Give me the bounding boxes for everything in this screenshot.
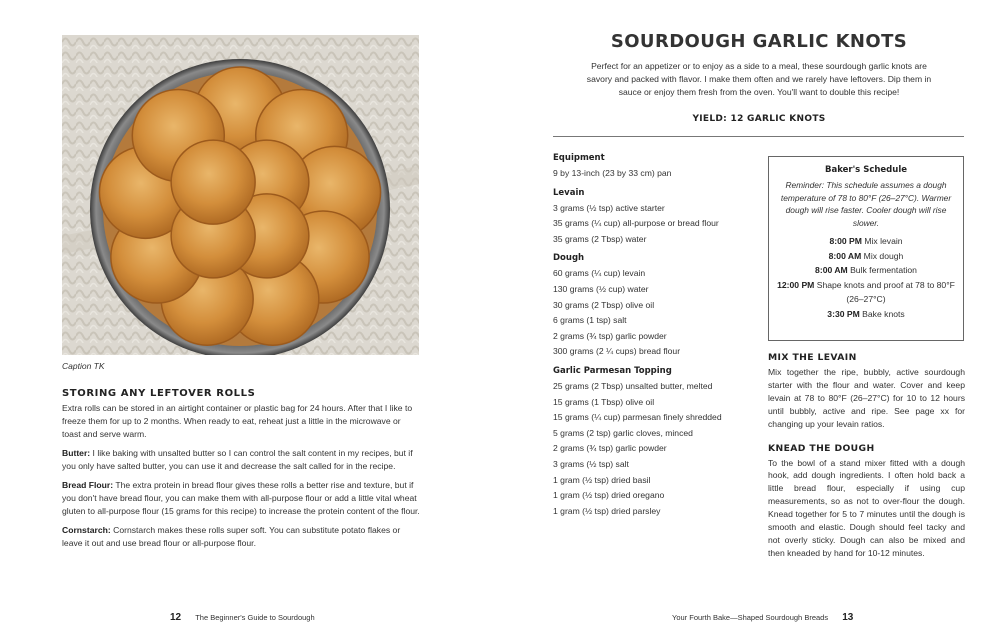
ingredient-item: 3 grams (½ tsp) salt <box>553 458 629 469</box>
step-heading: KNEAD THE DOUGH <box>768 442 875 454</box>
roll-shape <box>171 140 255 224</box>
ingredient-group-heading: Levain <box>553 187 585 198</box>
schedule-time: 3:30 PM <box>827 308 860 319</box>
note-butter <box>62 447 420 473</box>
ingredient-item: 3 grams (½ tsp) active starter <box>553 202 665 213</box>
ingredient-item: 15 grams (¼ cup) parmesan finely shredded <box>553 412 722 423</box>
schedule-title: Baker's Schedule <box>824 165 907 175</box>
schedule-row <box>777 249 955 264</box>
schedule-time: 12:00 PM <box>777 279 815 290</box>
schedule-row <box>777 263 955 278</box>
schedule-note: Reminder: This schedule assumes a dough temperature of 78 to 80°F (26–27°C). Warmer dough will rise faster. Cooler dough will rise slower. <box>780 180 952 228</box>
schedule-task: Shape knots and proof at 78 to 80°F (26–27°C) <box>814 279 955 304</box>
schedule-row <box>777 307 955 322</box>
ingredient-item: 1 gram (½ tsp) dried parsley <box>553 505 661 516</box>
step-text: Mix together the ripe, bubbly, active sourdough starter with the flour and water. Cover and keep levain at 78 to 80°F (26–27°C) for 10 to 12 hours until bubbly, active and ripe. See page xx for changing up your levain ratios. <box>768 367 965 429</box>
right-footer <box>672 612 853 623</box>
ingredient-group-heading: Equipment <box>553 153 605 163</box>
schedule-time: 8:00 PM <box>829 236 862 246</box>
left-text-column <box>62 388 420 556</box>
page-number-left: 12 <box>170 612 182 623</box>
note-term: Bread Flour: <box>62 480 114 490</box>
schedule-rows <box>777 234 955 321</box>
schedule-time: 8:00 AM <box>828 250 862 261</box>
schedule-task: Bake knots <box>859 308 905 319</box>
ingredient-group-heading: Garlic Parmesan Topping <box>553 365 672 376</box>
note-cornstarch <box>62 524 420 550</box>
note-text: I like baking with unsalted butter so I can control the salt content in my recipes, but if you only have salted butter, you can use it and decrease the salt called for in the recipe. <box>62 448 413 471</box>
step-text: To the bowl of a stand mixer fitted with a dough hook, add dough ingredients. I often hold back a little bread flour, especially if using cup measurements, so as not to over-flour the dough. Knead together for 5 to 7 minutes until the dough is smooth and elastic. Dough should feel tacky and not overly sticky. Dough can also be mixed and then kneaded by hand for 10-12 minutes. <box>768 457 965 558</box>
divider <box>553 136 964 137</box>
ingredients-list <box>553 152 758 524</box>
ingredient-item: 5 grams (2 tsp) garlic cloves, minced <box>553 427 693 438</box>
ingredient-group <box>553 365 758 519</box>
ingredient-item: 35 grams (2 Tbsp) water <box>553 233 647 244</box>
step-heading: MIX THE LEVAIN <box>768 352 857 363</box>
ingredient-item: 130 grams (½ cup) water <box>553 283 649 294</box>
schedule-row <box>777 234 955 249</box>
note-term: Butter: <box>62 448 91 458</box>
note-bread-flour <box>62 479 420 518</box>
schedule-time: 8:00 AM <box>815 265 848 275</box>
storing-paragraph: Extra rolls can be stored in an airtight container or plastic bag for 24 hours. After that I like to freeze them for up to 2 months. When ready to eat, reheat just a little in the microwave or toast and serve warm. <box>62 403 413 439</box>
left-footer <box>170 612 315 623</box>
note-text: The extra protein in bread flour gives these rolls a better rise and texture, but if you don't have bread flour, you can make them with all-purpose flour or add a little vital wheat gluten to all-purpose flour (15 grams for this recipe) to increase the protein content of the flour. <box>62 480 420 516</box>
running-title-right: Your Fourth Bake—Shaped Sourdough Breads <box>672 613 829 622</box>
schedule-task: Mix dough <box>861 250 904 261</box>
ingredient-item: 60 grams (¼ cup) levain <box>553 268 646 279</box>
ingredient-item: 9 by 13-inch (23 by 33 cm) pan <box>553 168 672 178</box>
ingredient-group <box>553 187 758 248</box>
ingredient-item: 6 grams (1 tsp) salt <box>553 315 627 326</box>
ingredient-item: 25 grams (2 Tbsp) unsalted butter, melted <box>553 380 713 391</box>
ingredient-item: 1 gram (½ tsp) dried basil <box>553 474 651 485</box>
recipe-yield: YIELD: 12 GARLIC KNOTS <box>692 114 826 124</box>
ingredient-group <box>553 252 758 360</box>
schedule-row <box>777 278 955 307</box>
recipe-title: SOURDOUGH GARLIC KNOTS <box>610 31 908 52</box>
ingredient-item: 30 grams (2 Tbsp) olive oil <box>553 299 655 310</box>
section-heading: STORING ANY LEFTOVER ROLLS <box>62 388 256 399</box>
page-number-right: 13 <box>842 612 854 623</box>
ingredient-item: 35 grams (¼ cup) all-purpose or bread flour <box>553 218 719 229</box>
ingredient-item: 15 grams (1 Tbsp) olive oil <box>553 396 655 407</box>
ingredient-item: 300 grams (2 ¼ cups) bread flour <box>553 346 681 357</box>
rolls-photo <box>62 35 419 355</box>
schedule-task: Bulk fermentation <box>847 265 917 275</box>
ingredient-item: 1 gram (½ tsp) dried oregano <box>553 490 665 501</box>
photo-caption: Caption TK <box>62 361 105 371</box>
bakers-schedule-box <box>768 156 964 341</box>
schedule-task: Mix levain <box>861 236 903 246</box>
note-term: Cornstarch: <box>62 525 111 535</box>
ingredient-group <box>553 152 758 182</box>
method-steps <box>768 352 965 572</box>
rolls-photo-illustration <box>62 35 419 355</box>
recipe-intro: Perfect for an appetizer or to enjoy as a side to a meal, these sourdough garlic knots are savory and packed with flavor. I make them often and we rarely have leftovers. Dip them in sauce or enjoy them fresh from the oven. You'll want to double this recipe! <box>586 61 932 97</box>
running-title-left: The Beginner's Guide to Sourdough <box>195 613 315 622</box>
note-text: Cornstarch makes these rolls super soft. You can substitute potato flakes or leave it out and use bread flour or all-purpose flour. <box>62 525 401 548</box>
ingredient-item: 2 grams (¾ tsp) garlic powder <box>553 443 667 454</box>
ingredient-group-heading: Dough <box>553 253 585 264</box>
ingredient-item: 2 grams (¾ tsp) garlic powder <box>553 330 667 341</box>
